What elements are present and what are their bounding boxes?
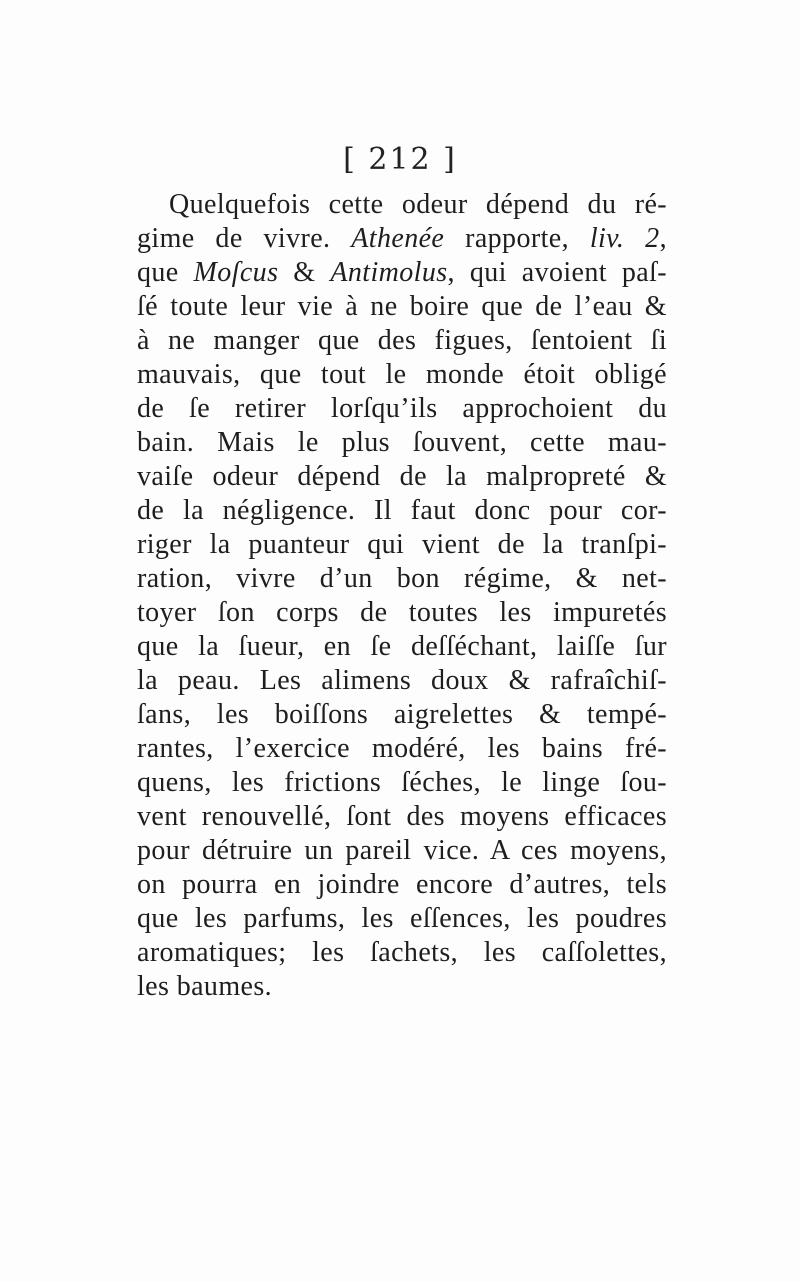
text-line — [137, 392, 667, 426]
text-run: ſé toute leur vie à ne boire que de l’eau & — [137, 291, 667, 322]
text-run: & — [278, 257, 331, 288]
text-line — [137, 528, 667, 562]
text-line — [137, 868, 667, 902]
text-run: la peau. Les alimens doux & rafraîchiſ- — [137, 665, 667, 696]
text-run: que — [137, 257, 194, 288]
text-run: de la négligence. Il faut donc pour cor- — [137, 495, 667, 526]
text-line — [137, 222, 667, 256]
text-run: Quelquefois cette odeur dépend du ré- — [169, 189, 667, 220]
text-run: , — [659, 223, 667, 254]
italic-text-run: Antimolus — [330, 257, 448, 288]
text-run: rantes, l’exercice modéré, les bains fré- — [137, 733, 667, 764]
text-line — [137, 630, 667, 664]
text-line — [137, 562, 667, 596]
text-run: riger la puanteur qui vient de la tranſpi- — [137, 529, 667, 560]
text-line — [137, 902, 667, 936]
text-run: de ſe retirer lorſqu’ils approchoient du — [137, 393, 667, 424]
text-run: ration, vivre d’un bon régime, & net- — [137, 563, 667, 594]
text-run: les baumes. — [137, 971, 273, 1002]
text-line — [137, 494, 667, 528]
text-run: toyer ſon corps de toutes les impuretés — [137, 597, 667, 628]
text-run: bain. Mais le plus ſouvent, cette mau- — [137, 427, 667, 458]
text-run: ſans, les boiſſons aigrelettes & tempé- — [137, 699, 667, 730]
text-run: que la ſueur, en ſe deſſéchant, laiſſe ſur — [137, 631, 667, 662]
text-line — [137, 358, 667, 392]
italic-text-run: Moſcus — [193, 257, 279, 288]
italic-text-run: liv. 2 — [589, 223, 660, 254]
text-line — [137, 936, 667, 970]
text-line — [137, 664, 667, 698]
text-run: quens, les frictions ſéches, le linge ſou- — [137, 767, 667, 798]
text-run: aromatiques; les ſachets, les caſſolettes, — [137, 937, 667, 968]
text-run: vent renouvellé, ſont des moyens efficaces — [137, 801, 667, 832]
text-line — [137, 970, 667, 1004]
text-run: , qui avoient paſ- — [447, 257, 667, 288]
text-run: mauvais, que tout le monde étoit obligé — [137, 359, 667, 390]
text-line — [137, 188, 667, 222]
text-line — [137, 426, 667, 460]
text-run: pour détruire un pareil vice. A ces moyens, — [137, 835, 667, 866]
text-line — [137, 800, 667, 834]
page-number: [ 212 ] — [343, 142, 457, 177]
text-run: gime de vivre. — [137, 223, 352, 254]
text-run: rapporte, — [444, 223, 590, 254]
text-line — [137, 460, 667, 494]
text-line — [137, 290, 667, 324]
text-line — [137, 732, 667, 766]
text-run: vaiſe odeur dépend de la malpropreté & — [137, 461, 667, 492]
body-text — [137, 188, 667, 1004]
text-run: on pourra en joindre encore d’autres, tels — [137, 869, 667, 900]
text-line — [137, 834, 667, 868]
text-line — [137, 698, 667, 732]
text-run: que les parfums, les eſſences, les poudres — [137, 903, 667, 934]
text-line — [137, 766, 667, 800]
italic-text-run: Athenée — [351, 223, 445, 254]
text-line — [137, 596, 667, 630]
text-line — [137, 256, 667, 290]
text-run: à ne manger que des figues, ſentoient ſi — [137, 325, 667, 356]
text-line — [137, 324, 667, 358]
